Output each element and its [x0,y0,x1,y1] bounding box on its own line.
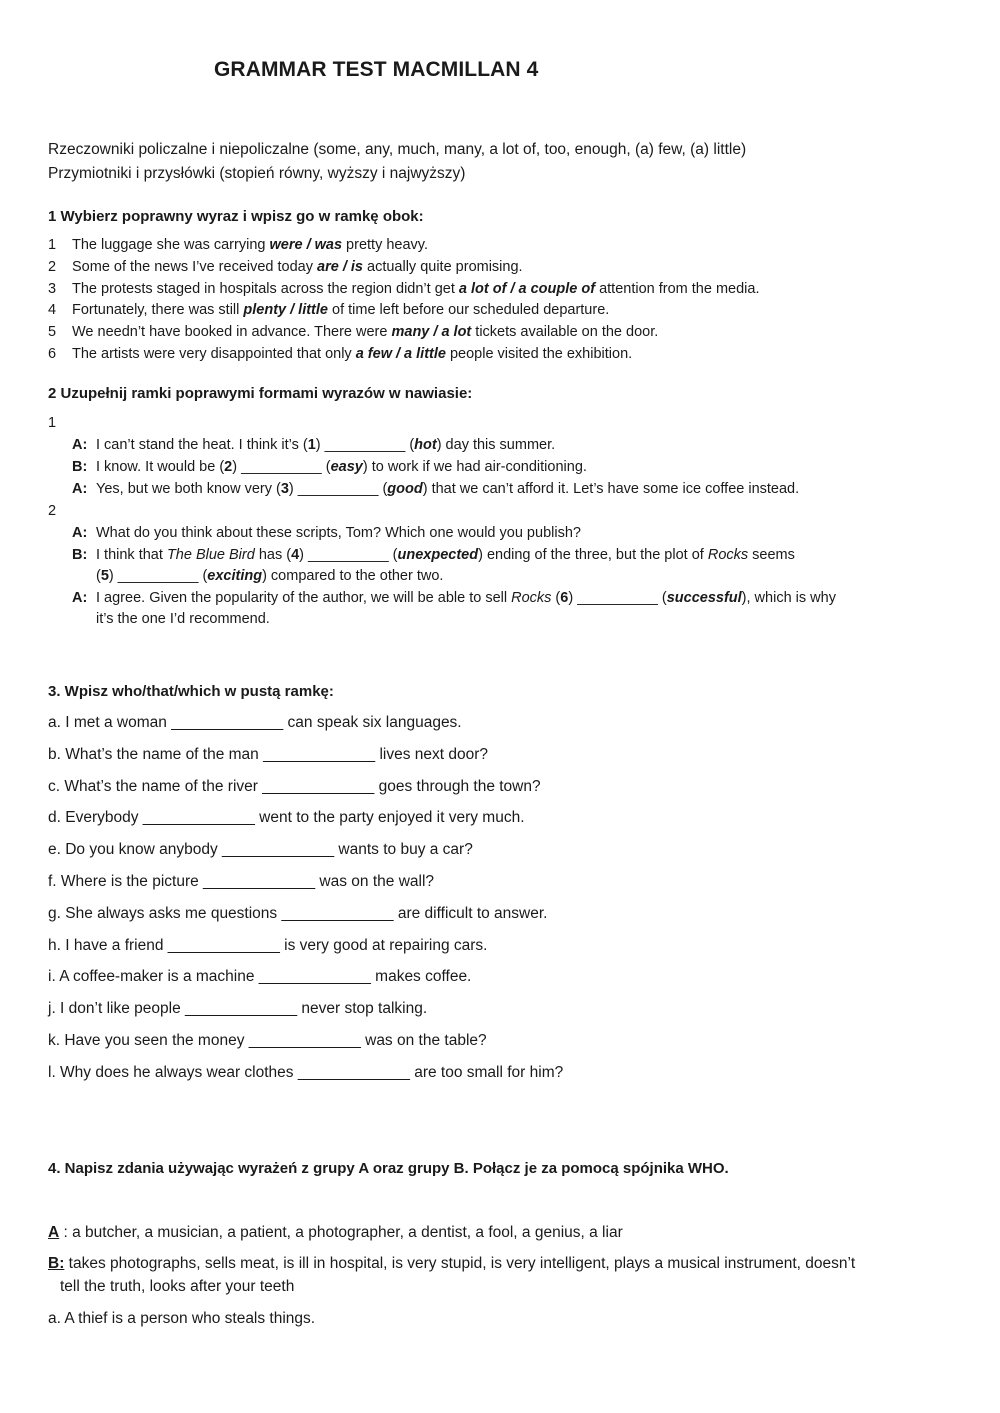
speaker-label: A: [72,525,88,541]
section1-item: Fortunately, there was still plenty / little of time left before our scheduled departure. [72,302,610,318]
speaker-label: B: [72,547,88,563]
speaker-label: A: [72,481,88,497]
group-b-line-2: tell the truth, looks after your teeth [60,1278,295,1295]
dialogue-line-2: I know. It would be (2) __________ (easy) to work if we had air-conditioning. [96,459,587,475]
speaker-label: A: [72,590,88,606]
item-number: 5 [48,324,57,340]
fill-in-item: g. She always asks me questions _____________ are difficult to answer. [48,905,548,922]
fill-in-item: c. What’s the name of the river _____________ goes through the town? [48,778,541,795]
dialogue-line-4: What do you think about these scripts, Tom? Which one would you publish? [96,525,581,541]
group-a-line: A : a butcher, a musician, a patient, a photographer, a dentist, a fool, a genius, a liar [48,1224,623,1241]
section1-item: The protests staged in hospitals across the region didn’t get a lot of / a couple of attention from the media. [72,281,760,297]
item-number: 4 [48,302,57,318]
dialogue-line-6b: it’s the one I’d recommend. [96,611,270,627]
fill-in-item: f. Where is the picture _____________ was on the wall? [48,873,435,890]
fill-in-item: a. I met a woman _____________ can speak six languages. [48,714,462,731]
section1-item: We needn’t have booked in advance. There were many / a lot tickets available on the door. [72,324,659,340]
section1-item: The artists were very disappointed that only a few / a little people visited the exhibition. [72,346,633,362]
dialogue-line-3: Yes, but we both know very (3) __________ (good) that we can’t afford it. Let’s have some ice coffee instead. [96,481,800,497]
choice-text: are / is [317,259,363,275]
page-title: GRAMMAR TEST MACMILLAN 4 [214,58,539,81]
choice-text: a few / a little [355,346,446,362]
speaker-label: A: [72,437,88,453]
dialogue-line-5: I think that The Blue Bird has (4) __________ (unexpected) ending of the three, but the plot of Rocks seems [96,547,795,563]
item-number: 6 [48,346,57,362]
fill-in-item: k. Have you seen the money _____________ was on the table? [48,1032,487,1049]
section4-heading: 4. Napisz zdania używając wyrażeń z grupy A oraz grupy B. Połącz je za pomocą spójnika WHO. [48,1160,729,1177]
choice-text: many / a lot [391,324,472,340]
fill-in-item: i. A coffee-maker is a machine _____________ makes coffee. [48,968,472,985]
intro-line-1: Rzeczowniki policzalne i niepoliczalne (some, any, much, many, a lot of, too, enough, (a) few, (a) little) [48,141,747,158]
fill-in-item: d. Everybody _____________ went to the party enjoyed it very much. [48,809,525,826]
section1-heading: 1 Wybierz poprawny wyraz i wpisz go w ramkę obok: [48,208,424,225]
section1-item: The luggage she was carrying were / was pretty heavy. [72,237,428,253]
fill-in-item: j. I don’t like people _____________ never stop talking. [48,1000,428,1017]
dialogue-line-5b: (5) __________ (exciting) compared to the other two. [96,568,444,584]
dialogue-number-1: 1 [48,415,57,431]
section1-item: Some of the news I’ve received today are / is actually quite promising. [72,259,523,275]
dialogue-line-6: I agree. Given the popularity of the author, we will be able to sell Rocks (6) __________ (successful), which is why [96,590,836,606]
item-number: 1 [48,237,57,253]
section3-heading: 3. Wpisz who/that/which w pustą ramkę: [48,683,334,700]
section2-heading: 2 Uzupełnij ramki poprawymi formami wyrazów w nawiasie: [48,385,473,402]
speaker-label: B: [72,459,88,475]
fill-in-item: b. What’s the name of the man _____________ lives next door? [48,746,489,763]
intro-line-2: Przymiotniki i przysłówki (stopień równy, wyższy i najwyższy) [48,165,466,182]
fill-in-item: h. I have a friend _____________ is very good at repairing cars. [48,937,488,954]
group-b-line: B: takes photographs, sells meat, is ill in hospital, is very stupid, is very intelligent, plays a musical instrument, doesn’t [48,1255,856,1272]
dialogue-line-1: I can’t stand the heat. I think it’s (1) __________ (hot) day this summer. [96,437,556,453]
dialogue-number-2: 2 [48,503,57,519]
fill-in-item: e. Do you know anybody _____________ wants to buy a car? [48,841,473,858]
item-number: 3 [48,281,57,297]
item-number: 2 [48,259,57,275]
fill-in-item: l. Why does he always wear clothes _____________ are too small for him? [48,1064,564,1081]
choice-text: a lot of / a couple of [458,281,596,297]
choice-text: were / was [269,237,343,253]
choice-text: plenty / little [243,302,328,318]
example-sentence: a. A thief is a person who steals things. [48,1310,316,1327]
